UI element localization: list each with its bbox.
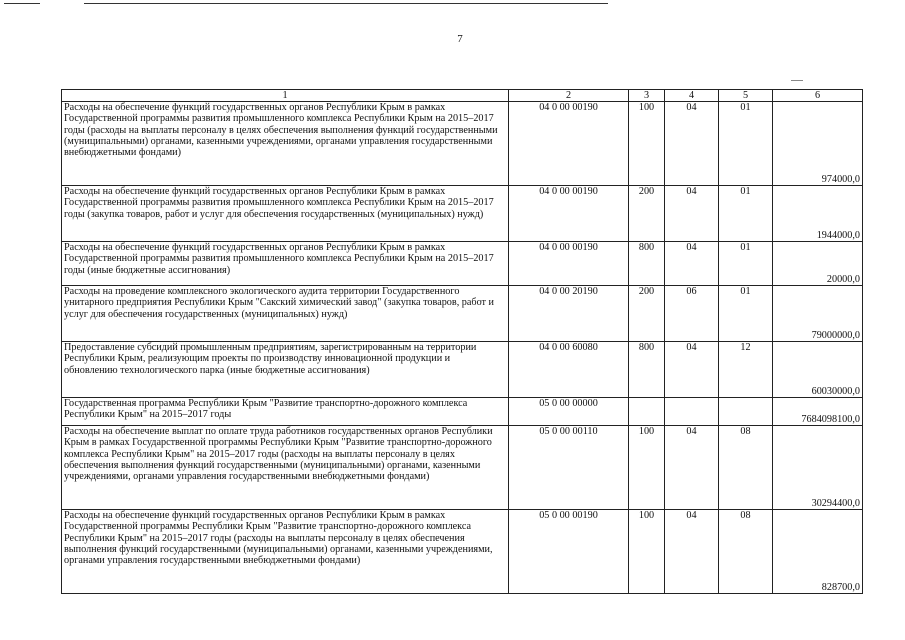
row-description: Расходы на обеспечение функций государственных органов Республики Крым в рамках Государственной программы развития промышленного комплекса Республики Крым на 2015–2017 годы (иные бюджетные ассигнования) [62, 242, 509, 286]
row-description: Государственная программа Республики Крым "Развитие транспортно-дорожного комплекса Республики Крым" на 2015–2017 годы [62, 398, 509, 426]
header-cell: 2 [509, 90, 629, 102]
header-cell: 5 [719, 90, 773, 102]
row-expense-type [629, 398, 665, 426]
table-row [62, 426, 863, 510]
top-rule-left [4, 3, 40, 4]
row-target-code: 05 0 00 00000 [509, 398, 629, 426]
row-expense-type: 800 [629, 242, 665, 286]
row-amount: 30294400,0 [773, 426, 863, 510]
row-amount: 828700,0 [773, 510, 863, 594]
row-target-code: 04 0 00 60080 [509, 342, 629, 398]
row-amount: 7684098100,0 [773, 398, 863, 426]
table-row [62, 510, 863, 594]
row-subsection [719, 398, 773, 426]
row-subsection: 01 [719, 286, 773, 342]
row-subsection: 01 [719, 186, 773, 242]
row-description: Предоставление субсидий промышленным предприятиям, зарегистрированным на территории Республики Крым, реализующим проекты по производству инновационной продукции и обновлению технологического парка (иные бюджетные ассигнования) [62, 342, 509, 398]
row-expense-type: 100 [629, 102, 665, 186]
header-cell: 4 [665, 90, 719, 102]
row-section: 04 [665, 510, 719, 594]
row-section [665, 398, 719, 426]
row-description: Расходы на проведение комплексного экологического аудита территории Государственного унитарного предприятия Республики Крым "Сакский химический завод" (закупка товаров, работ и услуг для обеспечения государственных (муниципальных) нужд) [62, 286, 509, 342]
header-cell: 6 [773, 90, 863, 102]
table-row [62, 186, 863, 242]
header-cell: 1 [62, 90, 509, 102]
row-expense-type: 200 [629, 186, 665, 242]
row-target-code: 05 0 00 00190 [509, 510, 629, 594]
row-subsection: 08 [719, 426, 773, 510]
row-amount: 79000000,0 [773, 286, 863, 342]
row-section: 04 [665, 342, 719, 398]
row-target-code: 05 0 00 00110 [509, 426, 629, 510]
row-subsection: 01 [719, 102, 773, 186]
row-description: Расходы на обеспечение функций государственных органов Республики Крым в рамках Государственной программы развития промышленного комплекса Республики Крым на 2015–2017 годы (закупка товаров, работ и услуг для обеспечения государственных (муниципальных) нужд) [62, 186, 509, 242]
row-subsection: 12 [719, 342, 773, 398]
row-amount: 974000,0 [773, 102, 863, 186]
row-description: Расходы на обеспечение функций государственных органов Республики Крым в рамках Государственной программы Республики Крым "Развитие транспортно-дорожного комплекса Республики Крым" на 2015–2017 годы (расходы на выплаты персоналу в целях обеспечения выполнения функций государственными (муниципальными) органами, казенными учреждениями, органами управления государственными внебюджетными фондами) [62, 510, 509, 594]
header-row [62, 90, 863, 102]
table-row [62, 102, 863, 186]
row-expense-type: 200 [629, 286, 665, 342]
row-amount: 60030000,0 [773, 342, 863, 398]
table-row [62, 242, 863, 286]
budget-table [61, 89, 863, 594]
row-subsection: 08 [719, 510, 773, 594]
page-number: 7 [457, 33, 463, 45]
row-target-code: 04 0 00 00190 [509, 242, 629, 286]
header-cell: 3 [629, 90, 665, 102]
table-row [62, 398, 863, 426]
row-section: 06 [665, 286, 719, 342]
scan-speck [791, 80, 803, 81]
row-expense-type: 100 [629, 426, 665, 510]
top-rule-right [84, 3, 608, 4]
row-expense-type: 100 [629, 510, 665, 594]
row-subsection: 01 [719, 242, 773, 286]
row-section: 04 [665, 426, 719, 510]
row-amount: 20000,0 [773, 242, 863, 286]
row-target-code: 04 0 00 00190 [509, 102, 629, 186]
row-amount: 1944000,0 [773, 186, 863, 242]
row-description: Расходы на обеспечение выплат по оплате труда работников государственных органов Республики Крым в рамках Государственной программы Республики Крым "Развитие транспортно-дорожного комплекса Республики Крым" на 2015–2017 годы (расходы на выплаты персоналу в целях обеспечения выполнения функций государственными (муниципальными) органами, казенными учреждениями, органами управления государственными внебюджетными фондами) [62, 426, 509, 510]
row-section: 04 [665, 102, 719, 186]
row-section: 04 [665, 186, 719, 242]
row-expense-type: 800 [629, 342, 665, 398]
table-row [62, 286, 863, 342]
row-section: 04 [665, 242, 719, 286]
row-description: Расходы на обеспечение функций государственных органов Республики Крым в рамках Государственной программы развития промышленного комплекса Республики Крым на 2015–2017 годы (расходы на выплаты персоналу в целях обеспечения выполнения функций государственными (муниципальными) органами, казенными учреждениями, органами управления государственными внебюджетными фондами) [62, 102, 509, 186]
row-target-code: 04 0 00 20190 [509, 286, 629, 342]
row-target-code: 04 0 00 00190 [509, 186, 629, 242]
table-row [62, 342, 863, 398]
